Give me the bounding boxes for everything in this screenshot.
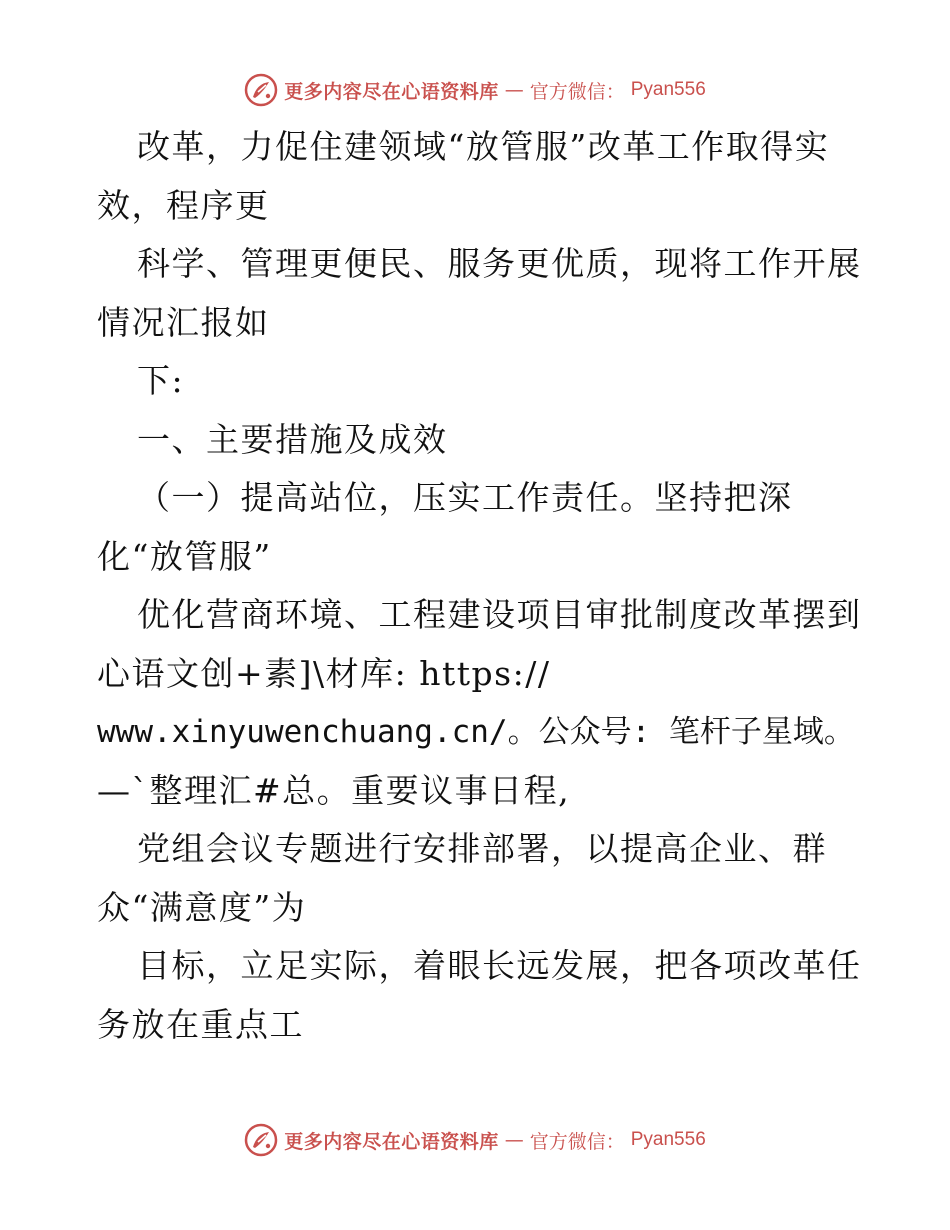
header-wechat-id: Pyan556 (630, 79, 706, 100)
footer-wechat-id: Pyan556 (630, 1129, 706, 1150)
footer-watermark-banner (0, 1120, 950, 1160)
body-line: —`整理汇#总。重要议事日程, (97, 770, 571, 810)
section-heading: 一、主要措施及成效 (137, 419, 448, 459)
body-line: 化“放管服” (97, 536, 272, 576)
header-banner-text: 更多内容尽在心语资料库 (284, 80, 499, 103)
brand-logo-icon (244, 1123, 278, 1157)
document-body (97, 118, 867, 1054)
footer-wechat-label: 官方微信： (529, 1130, 625, 1153)
footer-banner-text: 更多内容尽在心语资料库 (284, 1130, 499, 1153)
body-line: 科学、管理更便民、服务更优质，现将工作开展 (137, 244, 862, 283)
body-line: 效，程序更 (97, 185, 270, 225)
body-line-url: www.xinyuwenchuang.cn/。公众号: 笔杆子星域。 (97, 714, 855, 750)
header-wechat-label: 官方微信： (529, 80, 625, 103)
header-watermark-banner (0, 70, 950, 110)
body-line: 下: (137, 361, 185, 400)
body-line: 目标，立足实际，着眼长远发展，把各项改革任 (137, 946, 862, 985)
brand-logo-icon (244, 73, 278, 107)
footer-banner-separator: — (504, 1129, 524, 1151)
body-line: 优化营商环境、工程建设项目审批制度改革摆到 (137, 595, 862, 634)
body-line: 情况汇报如 (97, 302, 270, 342)
body-line: 务放在重点工 (97, 1004, 304, 1044)
body-line: 心语文创+素]\材库: https:// (97, 653, 551, 693)
subsection-heading: （一）提高站位，压实工作责任。坚持把深 (137, 478, 793, 517)
body-line: 党组会议专题进行安排部署，以提高企业、群 (137, 829, 827, 868)
body-line: 众“满意度”为 (97, 887, 307, 927)
header-banner-separator: — (504, 79, 524, 101)
body-line: 改革，力促住建领域“放管服”改革工作取得实 (137, 127, 830, 166)
